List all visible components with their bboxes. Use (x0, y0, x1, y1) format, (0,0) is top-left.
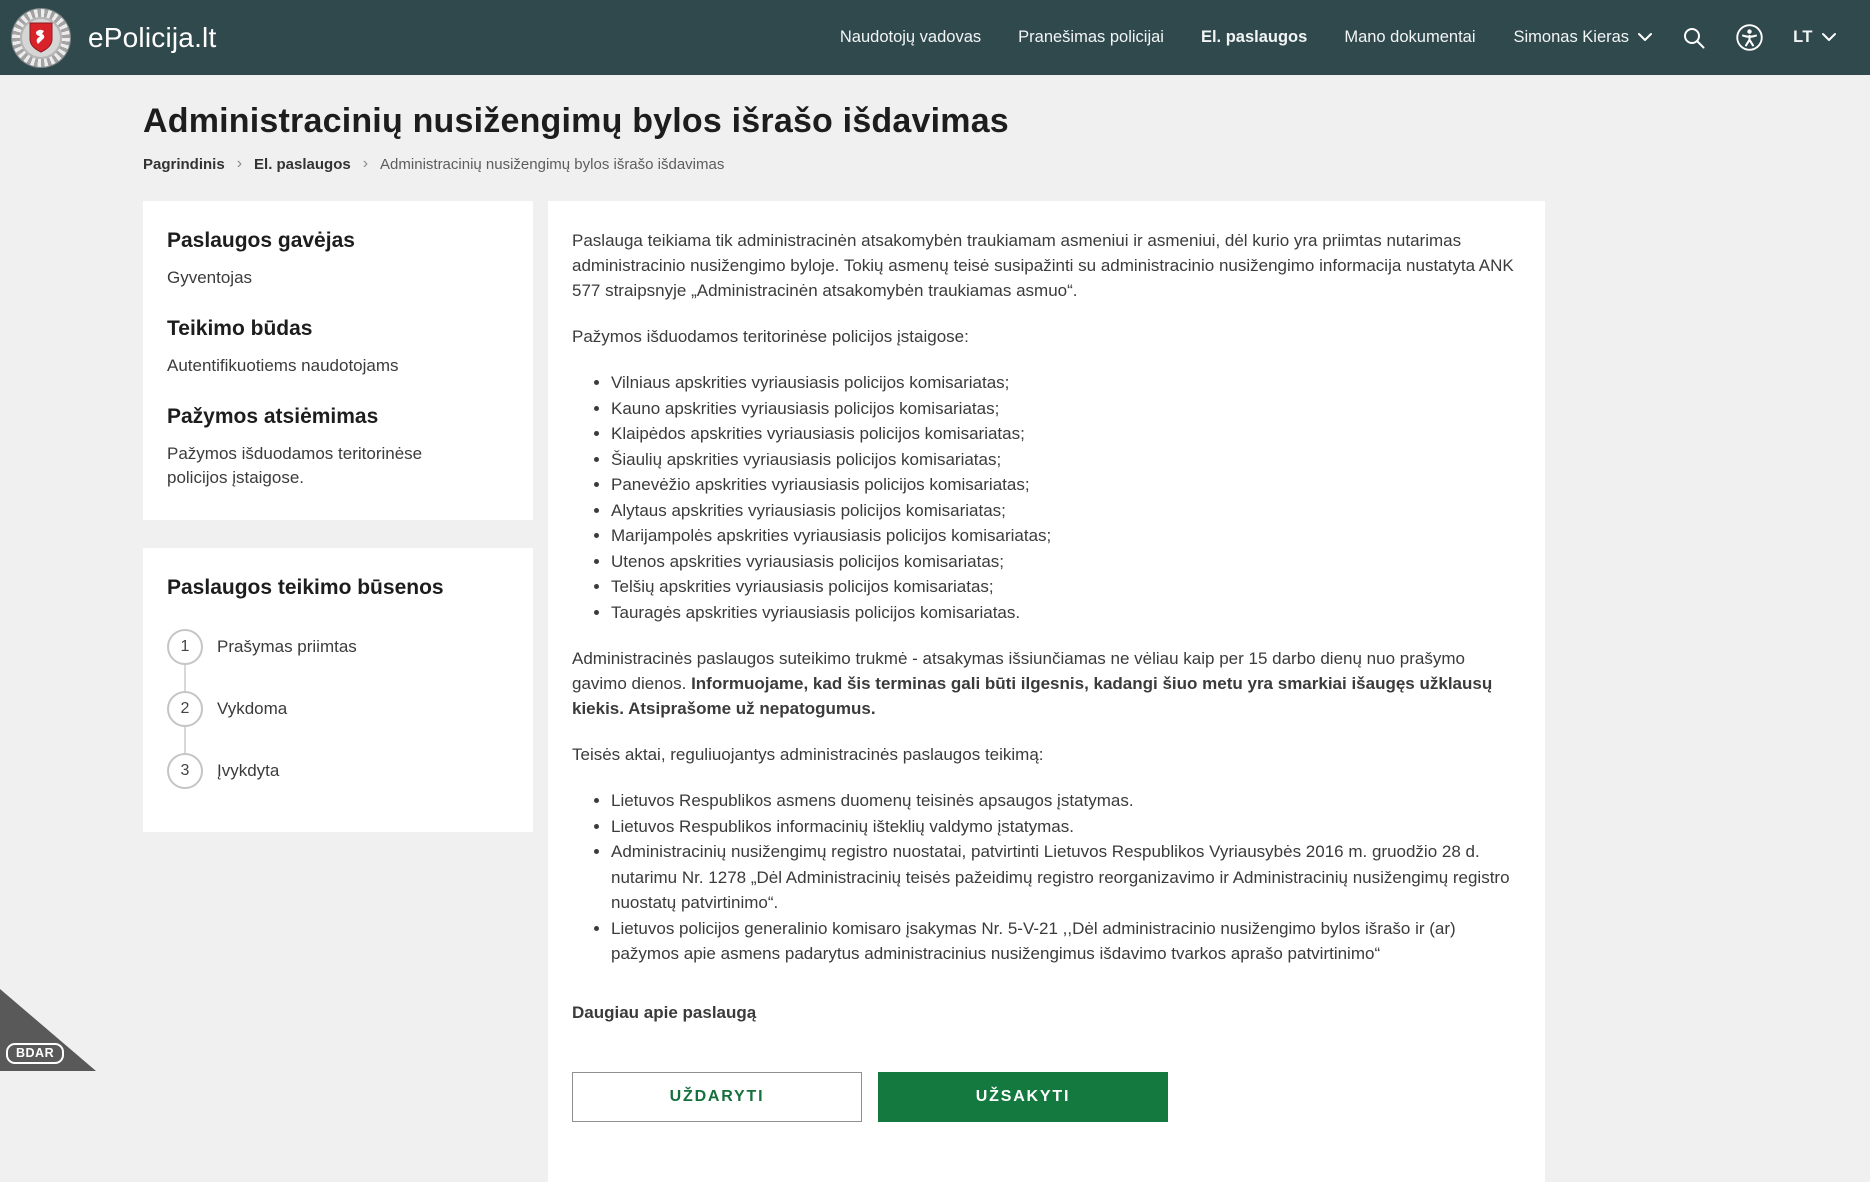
step-label: Įvykdyta (217, 761, 280, 780)
nav-item[interactable]: El. paslaugos (1200, 28, 1308, 46)
more-about-service-link[interactable]: Daugiau apie paslaugą (572, 1002, 757, 1022)
breadcrumb-link[interactable]: Pagrindinis (143, 155, 225, 173)
office-item: • Šiaulių apskrities vyriausiasis policijos komisariatas; (611, 447, 1521, 473)
breadcrumb-item (143, 155, 254, 173)
legal-intro: Teisės aktai, reguliuojantys administracinės paslaugos teikimą: (572, 745, 1044, 764)
office-item: • Utenos apskrities vyriausiasis policijos komisariatas; (611, 549, 1521, 575)
office-item: • Kauno apskrities vyriausiasis policijos komisariatas; (611, 396, 1521, 422)
office-item: • Panevėžio apskrities vyriausiasis policijos komisariatas; (611, 472, 1521, 498)
info-section-text: Gyventojas (167, 268, 253, 287)
legal-act-item: • Lietuvos policijos generalinio komisaro įsakymas Nr. 5-V-21 ,,Dėl administracinio nusižengimo bylos išrašo ir (ar) pažymos apie asmens padarytus administracinius nusižengimus išdavimo tvarkos aprašo patvirtinimo“ (611, 916, 1521, 967)
page-title: Administracinių nusižengimų bylos išrašo išdavimas (143, 102, 1009, 140)
accessibility-button[interactable] (1736, 24, 1763, 51)
status-step (167, 616, 509, 678)
chevron-down-icon (1822, 33, 1836, 42)
offices-list (572, 370, 1521, 625)
legal-act-item: • Lietuvos Respublikos asmens duomenų teisinės apsaugos įstatymas. (611, 788, 1521, 814)
office-item: • Vilniaus apskrities vyriausiasis policijos komisariatas; (611, 370, 1521, 396)
office-item: • Alytaus apskrities vyriausiasis policijos komisariatas; (611, 498, 1521, 524)
breadcrumb-link[interactable]: Administracinių nusižengimų bylos išrašo išdavimas (380, 155, 725, 173)
action-buttons (572, 1072, 1521, 1122)
step-label: Vykdoma (217, 699, 288, 718)
user-name: Simonas Kieras (1513, 28, 1630, 46)
accessibility-icon (1736, 24, 1763, 51)
info-section-heading: Teikimo būdas (167, 317, 313, 340)
office-item: • Marijampolės apskrities vyriausiasis policijos komisariatas; (611, 523, 1521, 549)
service-description: Paslauga teikiama tik administracinėn atsakomybėn traukiamam asmeniui ir asmeniui, dėl kurio yra priimtas nutarimas administracinio nusižengimo byloje. Tokių asmenų teisė susipažinti su administracinio nusižengimo informacija nustatyta ANK 577 straipsnyje „Administracinėn atsakomybėn traukiamas asmuo“. (572, 231, 1514, 300)
status-step (167, 740, 509, 802)
service-statuses-card (143, 548, 533, 832)
breadcrumb-item (254, 155, 380, 173)
step-label: Prašymas priimtas (217, 637, 357, 656)
statuses-heading: Paslaugos teikimo būsenos (167, 576, 444, 599)
police-badge-logo-icon (12, 9, 70, 67)
chevron-down-icon (1638, 33, 1652, 42)
duration-text: Administracinės paslaugos suteikimo trukmė - atsakymas išsiunčiamas ne vėliau kaip per 15 darbo dienų nuo prašymo gavimo dienos. (572, 649, 1465, 693)
header-actions (1514, 24, 1837, 51)
info-section-text: Autentifikuotiems naudotojams (167, 356, 399, 375)
order-button[interactable]: UŽSAKYTI (878, 1072, 1168, 1122)
duration-warning: Informuojame, kad šis terminas gali būti ilgesnis, kadangi šiuo metu yra smarkiai išaugęs užklausų kiekis. Atsiprašome už nepatogumus. (572, 674, 1493, 718)
info-section (167, 405, 509, 490)
legal-act-item: • Lietuvos Respublikos informacinių išteklių valdymo įstatymas. (611, 814, 1521, 840)
step-number: 2 (167, 691, 203, 727)
office-item: • Tauragės apskrities vyriausiasis policijos komisariatas. (611, 600, 1521, 626)
legal-acts-list (572, 788, 1521, 967)
user-menu[interactable] (1514, 28, 1653, 47)
breadcrumb-item (380, 156, 724, 173)
duration-paragraph (572, 646, 1521, 721)
page-content (143, 102, 1545, 1182)
main-nav (840, 28, 1476, 47)
info-section (167, 317, 509, 378)
office-item: • Telšių apskrities vyriausiasis policijos komisariatas; (611, 574, 1521, 600)
offices-intro: Pažymos išduodamos teritorinėse policijos įstaigose: (572, 327, 969, 346)
legal-act-item: • Administracinių nusižengimų registro nuostatai, patvirtinti Lietuvos Respublikos Vyriausybės 2016 m. gruodžio 28 d. nutarimu Nr. 1278 „Dėl Administracinių teisės pažeidimų registro reorganizavimo ir Administracinių nusižengimų registro nuostatų patvirtinimo“. (611, 839, 1521, 916)
status-step (167, 678, 509, 740)
info-section-text: Pažymos išduodamos teritorinėse policijos įstaigose. (167, 444, 423, 487)
service-description-card (548, 201, 1545, 1182)
service-info-card (143, 201, 533, 520)
language-code: LT (1793, 28, 1813, 46)
info-section (167, 229, 509, 290)
breadcrumb-link[interactable]: El. paslaugos (254, 155, 351, 173)
close-button[interactable]: UŽDARYTI (572, 1072, 862, 1122)
info-section-heading: Pažymos atsiėmimas (167, 405, 379, 428)
brand[interactable] (12, 9, 216, 67)
search-button[interactable] (1682, 26, 1706, 50)
brand-name: ePolicija.lt (88, 21, 217, 53)
bdar-badge[interactable]: BDAR (6, 1043, 64, 1064)
info-section-heading: Paslaugos gavėjas (167, 229, 355, 252)
sidebar (143, 201, 533, 832)
nav-item[interactable]: Pranešimas policijai (1018, 28, 1164, 46)
vytis-shield-icon (29, 22, 53, 53)
nav-item[interactable]: Naudotojų vadovas (839, 28, 982, 46)
step-number: 1 (167, 629, 203, 665)
top-header (0, 0, 1870, 75)
nav-item[interactable]: Mano dokumentai (1344, 28, 1476, 46)
step-number: 3 (167, 753, 203, 789)
office-item: • Klaipėdos apskrities vyriausiasis policijos komisariatas; (611, 421, 1521, 447)
language-selector[interactable] (1793, 28, 1836, 47)
search-icon (1682, 26, 1706, 50)
breadcrumb (143, 155, 1545, 173)
status-steps (167, 616, 509, 802)
